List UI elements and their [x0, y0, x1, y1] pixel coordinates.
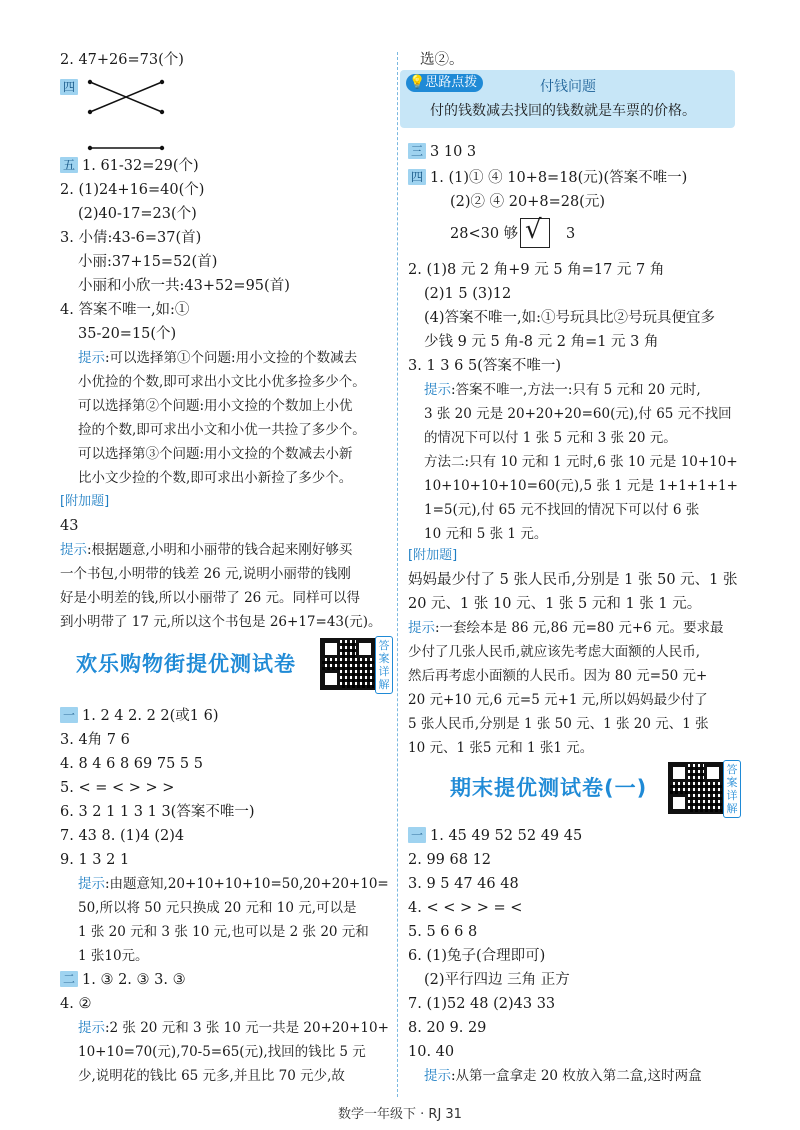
answer-5-3a: 3. 小倩:43-6=37(首)	[60, 230, 202, 246]
s4-1c: 28<30 够	[450, 226, 519, 242]
hint-2-line-0: 提示:根据题意,小明和小丽带的钱合起来刚好够买	[60, 542, 353, 558]
e-line-9: 10. 40	[408, 1044, 455, 1060]
answer-5-3b: 小丽:37+15=52(首)	[78, 254, 218, 270]
hint-4-line-1: 10+10=70(元),70-5=65(元),找回的钱比 5 元	[78, 1044, 366, 1060]
s2-line: 1. ③ 2. ③ 3. ③	[82, 972, 186, 988]
answer-5-3c: 小丽和小欣一共:43+52=95(首)	[78, 278, 290, 294]
answer-5-4a: 4. 答案不唯一,如:①	[60, 302, 190, 318]
s4-2b: (2)1 5 (3)12	[424, 286, 512, 302]
section-four-tag: 四	[60, 79, 78, 95]
section-three-tag: 三	[408, 143, 426, 159]
hint-4-line-0: 提示:2 张 20 元和 3 张 10 元一共是 20+20+10+	[78, 1020, 389, 1036]
hint-6-line-2: 然后再考虑小面额的人民币。因为 80 元=50 元+	[408, 668, 708, 684]
bonus-label: [附加题]	[60, 494, 110, 509]
hint-3-line-1: 50,所以将 50 元只换成 20 元和 10 元,可以是	[78, 900, 357, 916]
answer-5-1: 1. 61-32=29(个)	[82, 158, 199, 174]
qr-code-2[interactable]	[668, 762, 724, 814]
hint-7-line-0: 提示:从第一盒拿走 20 枚放入第二盒,这时两盒	[424, 1068, 702, 1084]
section-title-shopping: 欢乐购物街提优测试卷	[76, 652, 296, 676]
hint-6-line-5: 10 元、1 张5 元和 1 张1 元。	[408, 740, 594, 756]
choose-two: 选②。	[420, 52, 464, 68]
hint-1-line-4: 可以选择第③个问题:用小文捡的个数减去小新	[78, 446, 353, 462]
s4-2c: (4)答案不唯一,如:①号玩具比②号玩具便宜多	[424, 310, 716, 326]
s4-3: 3. 1 3 6 5(答案不唯一)	[408, 358, 561, 374]
answer-5-4b: 35-20=15(个)	[78, 326, 177, 342]
bonus-answer-1: 妈妈最少付了 5 张人民币,分别是 1 张 50 元、1 张	[408, 572, 738, 588]
answer-4-2: 2. 47+26=73(个)	[60, 52, 184, 68]
hint-1-line-3: 捡的个数,即可求出小文和小优一共捡了多少个。	[78, 422, 366, 438]
s1-line-2: 4. 8 4 6 8 69 75 5 5	[60, 756, 203, 772]
e-line-8: 8. 20 9. 29	[408, 1020, 487, 1036]
page-footer: 数学一年级下 · RJ 31	[338, 1107, 462, 1122]
e-line-1: 2. 99 68 12	[408, 852, 492, 868]
e-line-2: 3. 9 5 47 46 48	[408, 876, 519, 892]
hint-5-line-4: 10+10+10+10=60(元),5 张 1 元是 1+1+1+1+	[424, 478, 738, 494]
section-one-tag-right: 一	[408, 827, 426, 843]
e-line-5: 6. (1)兔子(合理即可)	[408, 948, 546, 964]
s3-answer: 3 10 3	[430, 144, 477, 160]
s1-line-6: 9. 1 3 2 1	[60, 852, 130, 868]
answer-5-2a: 2. (1)24+16=40(个)	[60, 182, 205, 198]
s2-answer-4: 4. ②	[60, 996, 92, 1012]
e-line-3: 4. < < > > = <	[408, 900, 523, 916]
hint-2-line-3: 到小明带了 17 元,所以这个书包是 26+17=43(元)。	[60, 614, 382, 630]
s4-1b: (2)② ④ 20+8=28(元)	[450, 194, 605, 210]
hint-5-line-5: 1=5(元),付 65 元不找回的情况下可以付 6 张	[424, 502, 700, 518]
hint-5-line-1: 3 张 20 元是 20+20+20=60(元),付 65 元不找回	[424, 406, 732, 422]
section-title-final: 期末提优测试卷(一)	[450, 776, 648, 800]
e-line-7: 7. (1)52 48 (2)43 33	[408, 996, 556, 1012]
hint-3-line-2: 1 张 20 元和 3 张 10 元,也可以是 2 张 20 元和	[78, 924, 369, 940]
e-line-4: 5. 5 6 6 8	[408, 924, 478, 940]
section-one-tag: 一	[60, 707, 78, 723]
hint-5-line-6: 10 元和 5 张 1 元。	[424, 526, 548, 542]
column-divider	[397, 52, 398, 1097]
section-two-tag: 二	[60, 971, 78, 987]
hint-2-line-1: 一个书包,小明带的钱差 26 元,说明小丽带的钱刚	[60, 566, 351, 582]
tip-badge: 💡思路点拨	[406, 74, 483, 92]
check-icon: √	[525, 215, 542, 245]
hint-1-line-2: 可以选择第②个问题:用小文捡的个数加上小优	[78, 398, 353, 414]
hint-6-line-0: 提示:一套绘本是 86 元,86 元=80 元+6 元。要求最	[408, 620, 724, 636]
lightbulb-icon: 💡	[409, 75, 426, 90]
s1-line-5: 7. 43 8. (1)4 (2)4	[60, 828, 185, 844]
hint-5-line-2: 的情况下可以付 1 张 5 元和 3 张 20 元。	[424, 430, 677, 446]
section-five-tag: 五	[60, 157, 78, 173]
answer-detail-tag-1[interactable]: 答案详解	[375, 636, 393, 694]
matching-lines-diagram	[82, 76, 172, 154]
answer-detail-tag-2[interactable]: 答案详解	[723, 760, 741, 818]
s4-2d: 少钱 9 元 5 角-8 元 2 角=1 元 3 角	[424, 334, 659, 350]
hint-3-line-3: 1 张10元。	[78, 948, 149, 964]
tip-title: 付钱问题	[540, 79, 596, 95]
e-line-0: 1. 45 49 52 52 49 45	[430, 828, 583, 844]
checkmark-box	[520, 215, 550, 248]
bonus-label-right: [附加题]	[408, 548, 458, 563]
s4-1a: 1. (1)① ④ 10+8=18(元)(答案不唯一)	[430, 170, 688, 186]
tip-text: 付的钱数减去找回的钱数就是车票的价格。	[430, 103, 696, 119]
section-four-tag-right: 四	[408, 169, 426, 185]
answer-5-2b: (2)40-17=23(个)	[78, 206, 197, 222]
hint-6-line-1: 少付了几张人民币,就应该先考虑大面额的人民币,	[408, 644, 701, 660]
s1-line-1: 3. 4角 7 6	[60, 732, 130, 748]
hint-2-line-2: 好是小明差的钱,所以小丽带了 26 元。同样可以得	[60, 590, 361, 606]
hint-6-line-4: 5 张人民币,分别是 1 张 50 元、1 张 20 元、1 张	[408, 716, 709, 732]
hint-1-line-1: 小优捡的个数,即可求出小文比小优多捡多少个。	[78, 374, 366, 390]
hint-5-line-3: 方法二:只有 10 元和 1 元时,6 张 10 元是 10+10+	[424, 454, 738, 470]
qr-code-1[interactable]	[320, 638, 376, 690]
hint-3-line-0: 提示:由题意知,20+10+10+10=50,20+20+10=	[78, 876, 389, 892]
s1-line-4: 6. 3 2 1 1 3 1 3(答案不唯一)	[60, 804, 255, 820]
hint-1-line-5: 比小文少捡的个数,即可求出小新捡了多少个。	[78, 470, 353, 486]
s1-line-3: 5. < = < > > >	[60, 780, 175, 796]
bonus-answer-2: 20 元、1 张 10 元、1 张 5 元和 1 张 1 元。	[408, 596, 702, 612]
s1-line-0: 1. 2 4 2. 2 2(或1 6)	[82, 708, 219, 724]
e-line-6: (2)平行四边 三角 正方	[424, 972, 570, 988]
hint-5-line-0: 提示:答案不唯一,方法一:只有 5 元和 20 元时,	[424, 382, 701, 398]
s4-1c-end: 3	[566, 226, 576, 242]
bonus-answer: 43	[60, 518, 79, 534]
s4-2a: 2. (1)8 元 2 角+9 元 5 角=17 元 7 角	[408, 262, 665, 278]
hint-4-line-2: 少,说明花的钱比 65 元多,并且比 70 元少,故	[78, 1068, 345, 1084]
hint-6-line-3: 20 元+10 元,6 元=5 元+1 元,所以妈妈最少付了	[408, 692, 708, 708]
hint-1-line-0: 提示:可以选择第①个问题:用小文捡的个数减去	[78, 350, 358, 366]
